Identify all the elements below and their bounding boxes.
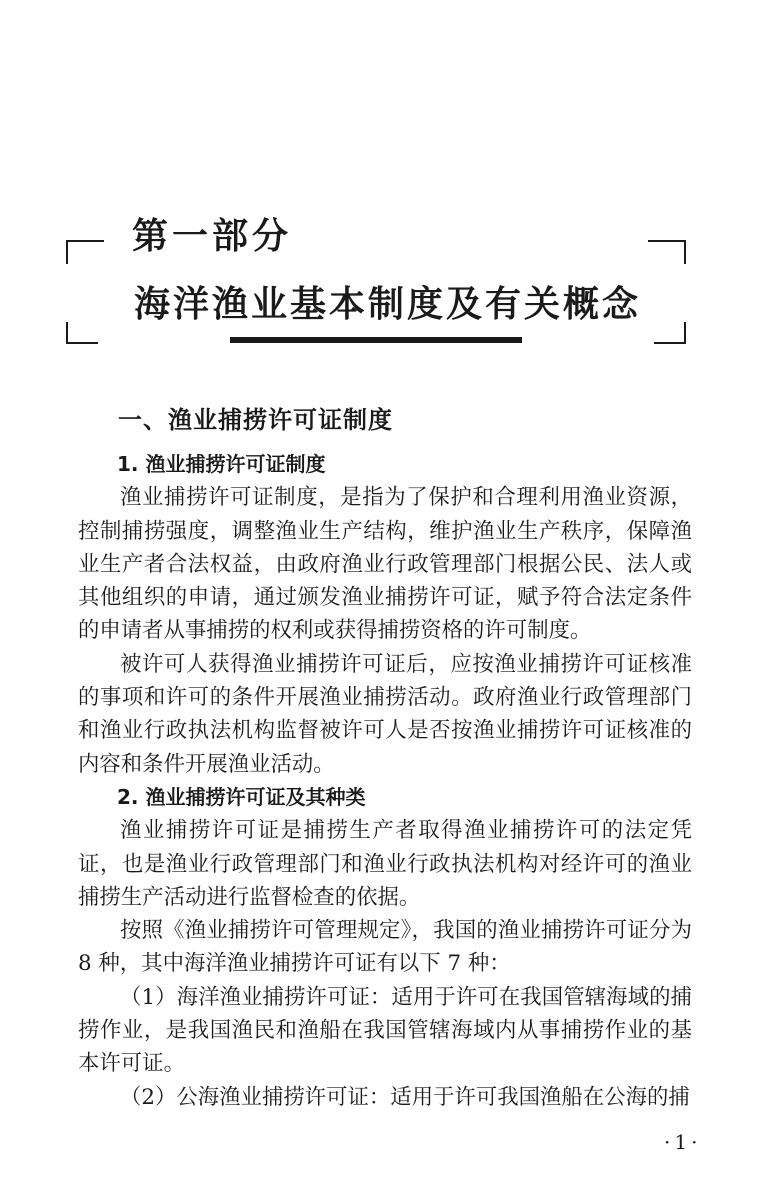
subsection-title-1: 1. 渔业捕捞许可证制度 xyxy=(117,452,326,476)
paragraph: 被许可人获得渔业捕捞许可证后，应按渔业捕捞许可证核准的事项和许可的条件开展渔业捕捞活动。政府渔业行政管理部门和渔业行政执法机构监督被许可人是否按渔业捕捞许可证核准的内容和条件开展渔业活动。 xyxy=(78,651,692,777)
part-title: 第一部分 xyxy=(132,216,293,257)
paragraph: （2）公海渔业捕捞许可证：适用于许可我国渔船在公海的捕 xyxy=(120,1084,690,1110)
body-text xyxy=(78,448,692,1114)
part-subtitle: 海洋渔业基本制度及有关概念 xyxy=(134,284,642,325)
paragraph: 渔业捕捞许可证制度，是指为了保护和合理利用渔业资源，控制捕捞强度，调整渔业生产结构，维护渔业生产秩序，保障渔业生产者合法权益，由政府渔业行政管理部门根据公民、法人或其他组织的申请，通过颁发渔业捕捞许可证，赋予符合法定条件的申请者从事捕捞的权利或获得捕捞资格的许可制度。 xyxy=(78,485,692,644)
subsection-title-2: 2. 渔业捕捞许可证及其种类 xyxy=(117,784,366,809)
paragraph: （1）海洋渔业捕捞许可证：适用于许可在我国管辖海域的捕捞作业，是我国渔民和渔船在我国管辖海域内从事捕捞作业的基本许可证。 xyxy=(78,984,692,1077)
title-frame-bottom-right xyxy=(654,322,686,344)
title-frame-top-right xyxy=(648,240,686,264)
page-number: ·1· xyxy=(664,1130,702,1154)
title-frame-bottom-left xyxy=(66,322,98,344)
title-frame-top-left xyxy=(66,240,104,264)
paragraph: 渔业捕捞许可证是捕捞生产者取得渔业捕捞许可的法定凭证，也是渔业行政管理部门和渔业行政执法机构对经许可的渔业捕捞生产活动进行监督检查的依据。 xyxy=(78,818,692,910)
title-frame-bottom-bar xyxy=(230,337,522,343)
section-heading: 一、渔业捕捞许可证制度 xyxy=(118,406,393,434)
paragraph: 按照《渔业捕捞许可管理规定》，我国的渔业捕捞许可证分为 8 种，其中海洋渔业捕捞许可证有以下 7 种： xyxy=(78,918,692,977)
